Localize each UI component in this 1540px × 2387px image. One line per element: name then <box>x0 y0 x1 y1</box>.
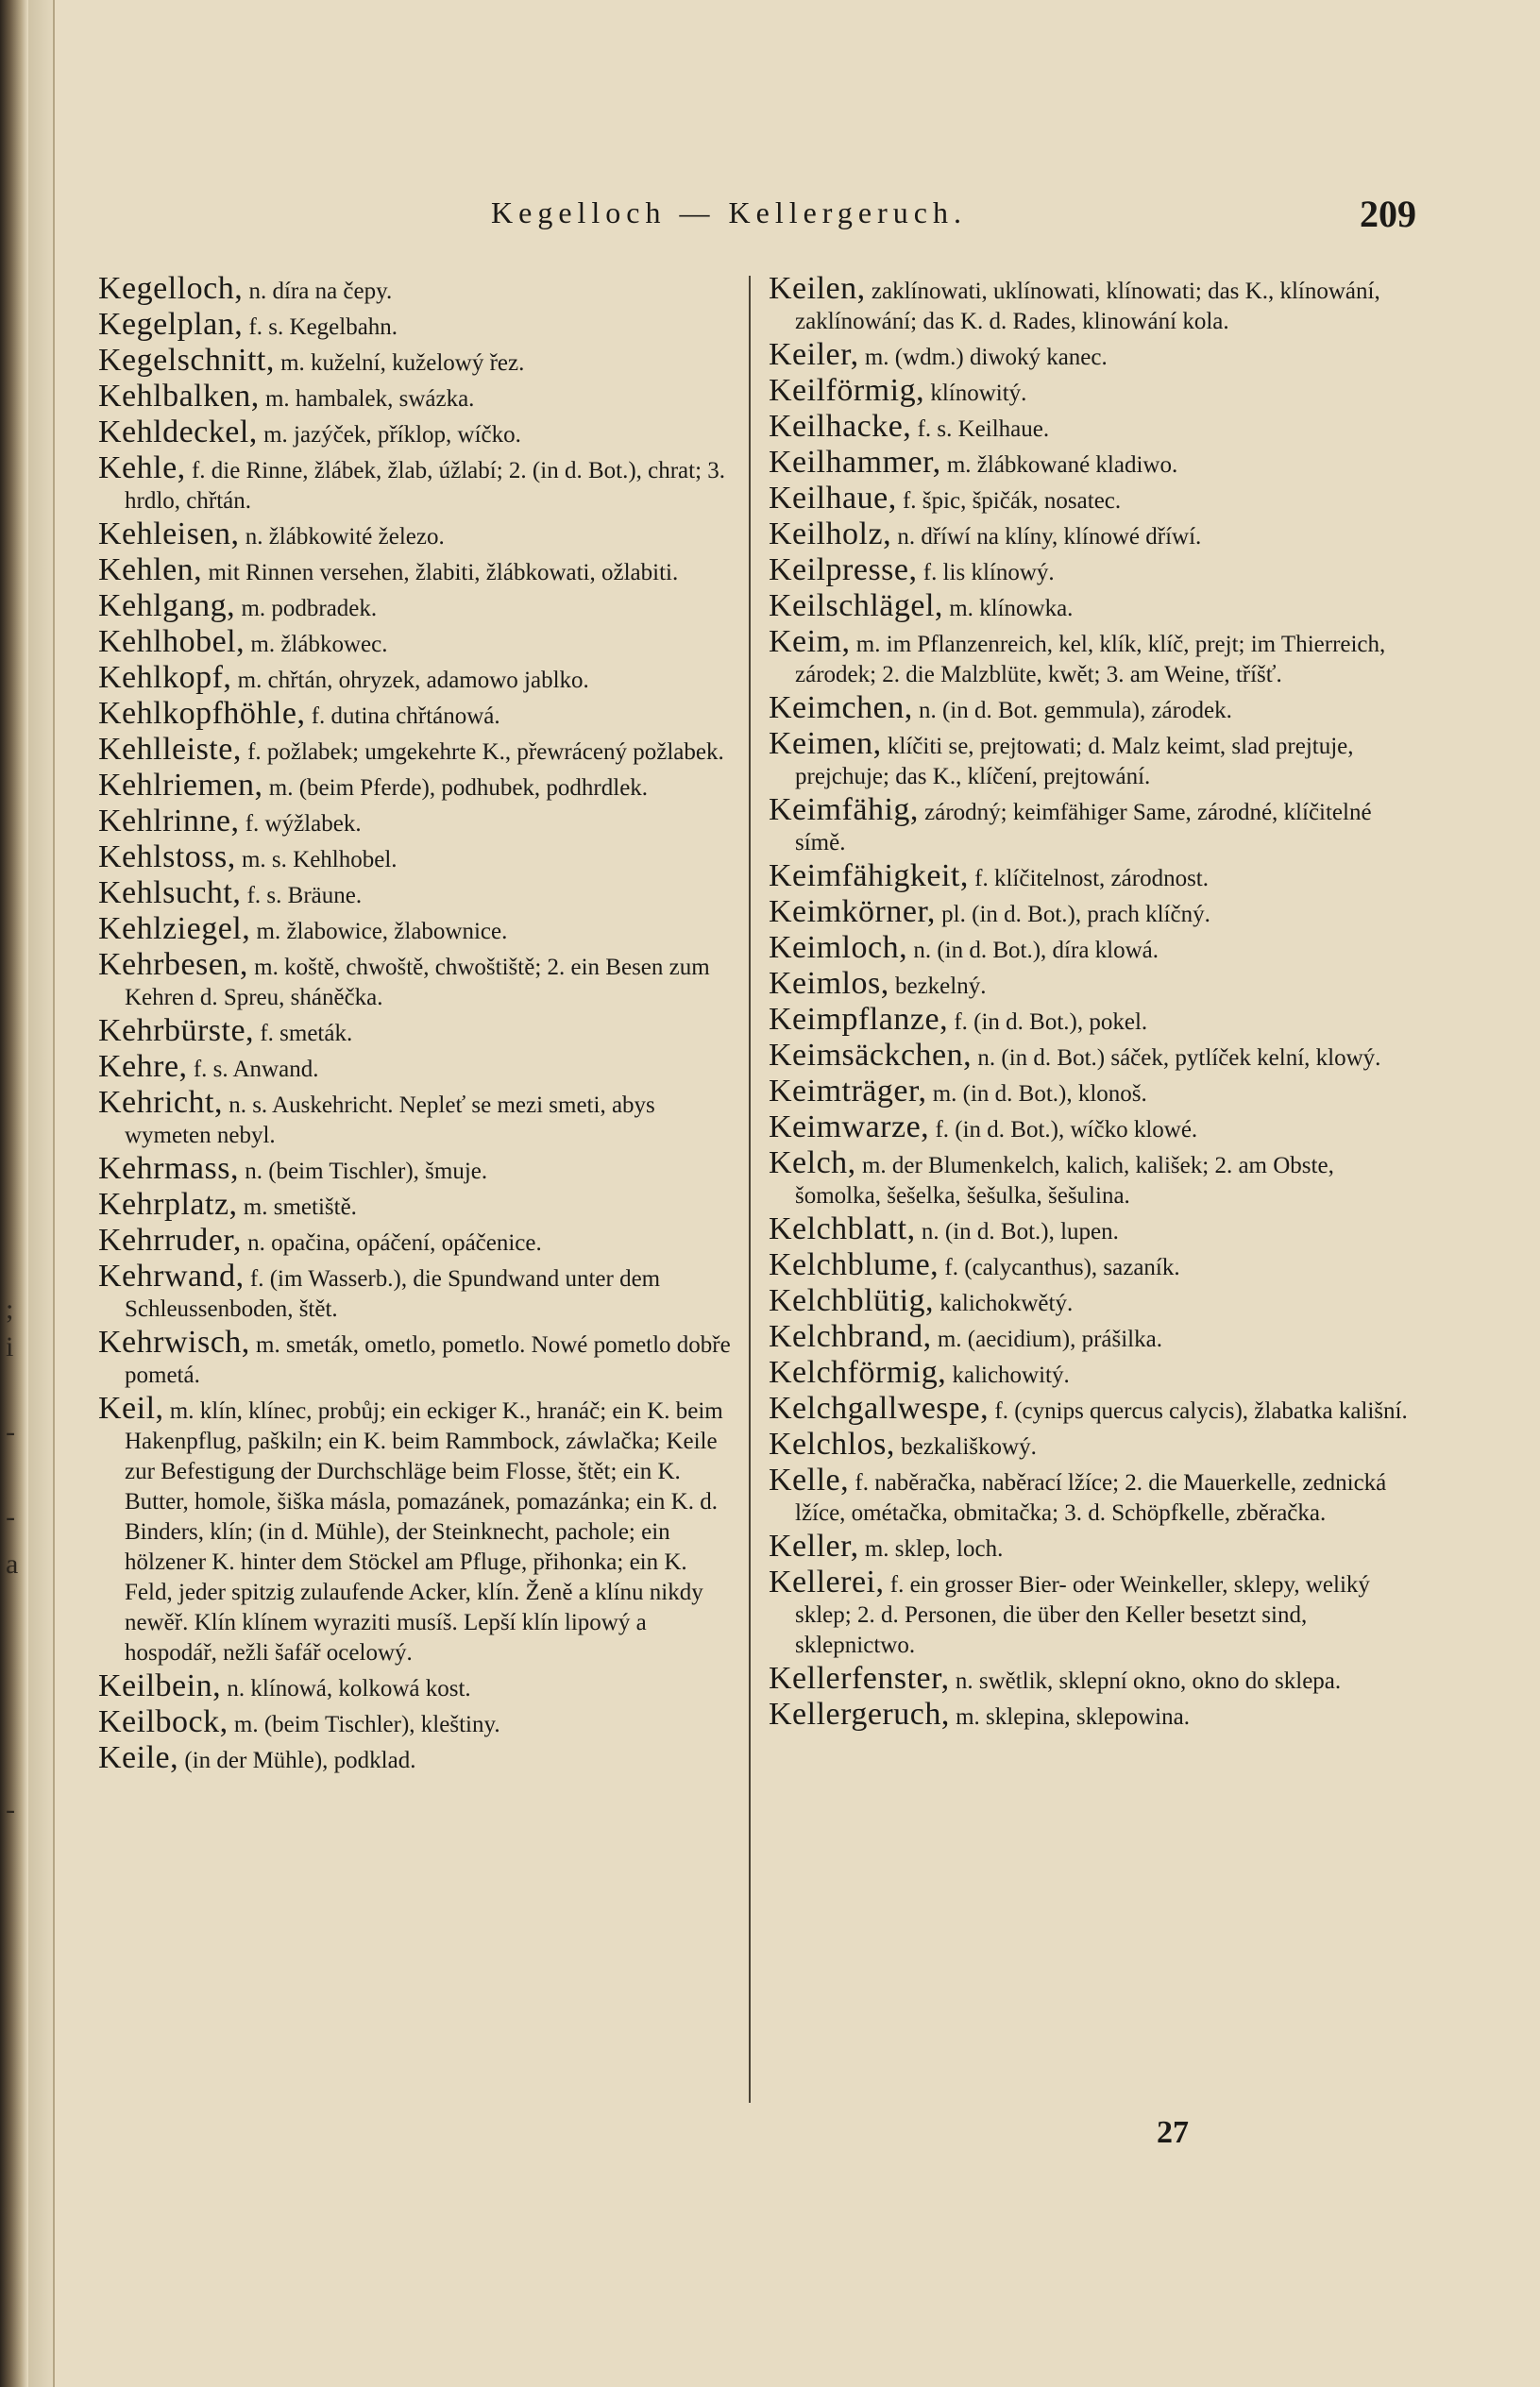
dictionary-entry <box>769 1391 1426 1427</box>
margin-mark: ; <box>6 1294 14 1325</box>
entry-headword: Keilhaue, <box>769 481 897 516</box>
entry-headword: Kellerei, <box>769 1565 885 1600</box>
dictionary-entry <box>98 1325 736 1391</box>
margin-mark: - <box>6 1794 15 1825</box>
entry-definition: n. opačina, opáčení, opáčenice. <box>241 1230 542 1256</box>
entry-definition: m. sklep, loch. <box>858 1536 1004 1562</box>
entry-definition: n. (beim Tischler), šmuje. <box>238 1159 488 1184</box>
dictionary-entry <box>98 660 736 696</box>
entry-headword: Kelle, <box>769 1463 850 1498</box>
dictionary-entry <box>769 1661 1426 1697</box>
dictionary-entry <box>98 1740 736 1776</box>
entry-definition: m. (wdm.) diwoký kanec. <box>858 345 1108 370</box>
entry-headword: Keimchen, <box>769 690 913 725</box>
dictionary-entry <box>98 1049 736 1085</box>
entry-definition: n. s. Auskehricht. Nepleť se mezi smeti, abys wymeten nebyl. <box>125 1092 655 1148</box>
entry-definition: f. naběračka, naběrací lžíce; 2. die Mauerkelle, zednická lžíce, ométačka, obmitačka; 3. d. Schöpfkelle, zběračka. <box>795 1470 1387 1526</box>
entry-headword: Keimloch, <box>769 930 908 965</box>
entry-definition: m. žlábkowec. <box>245 632 388 657</box>
dictionary-entry <box>98 875 736 911</box>
entry-headword: Keimlos, <box>769 966 889 1001</box>
entry-definition: f. (in d. Bot.), pokel. <box>948 1009 1148 1035</box>
entry-headword: Keilhacke, <box>769 409 912 444</box>
dictionary-entry <box>769 930 1426 966</box>
dictionary-entry <box>769 1697 1426 1733</box>
entry-definition: f. die Rinne, žlábek, žlab, úžlabí; 2. (in d. Bot.), chrat; 3. hrdlo, chřtán. <box>125 458 726 514</box>
entry-definition: zaklínowati, uklínowati, klínowati; das K., klínowání, zaklínowání; das K. d. Rades, klinowání kola. <box>795 279 1380 334</box>
dictionary-entry <box>98 307 736 343</box>
entry-definition: m. klínowka. <box>942 596 1074 621</box>
entry-headword: Kelchblütig, <box>769 1283 935 1318</box>
entry-definition: m. kuželní, kuželowý řez. <box>274 350 525 376</box>
entry-definition: f. s. Keilhaue. <box>911 416 1050 442</box>
dictionary-entry <box>769 1038 1426 1074</box>
dictionary-entry <box>769 1465 1426 1529</box>
page-header <box>94 195 1416 243</box>
entry-headword: Kehlgang, <box>98 588 236 623</box>
dictionary-entry <box>769 624 1426 690</box>
entry-definition: f. wýžlabek. <box>239 811 362 837</box>
dictionary-entry <box>769 271 1426 337</box>
entry-headword: Kehldeckel, <box>98 415 258 449</box>
entry-definition: f. požlabek; umgekehrte K., přewrácený požlabek. <box>241 739 724 765</box>
entry-definition: bezkelný. <box>888 973 987 999</box>
entry-headword: Kehrplatz, <box>98 1187 238 1222</box>
entry-headword: Kegelplan, <box>98 307 244 342</box>
entry-headword: Keimwarze, <box>769 1109 930 1144</box>
entry-headword: Keilbein, <box>98 1668 222 1703</box>
entry-headword: Kehlhobel, <box>98 624 245 659</box>
margin-mark: a <box>6 1549 19 1580</box>
dictionary-entry <box>98 417 736 450</box>
entry-headword: Keilschlägel, <box>769 588 943 623</box>
entry-definition: m. der Blumenkelch, kalich, kališek; 2. am Obste, šomolka, šešelka, šešulka, šešulina. <box>795 1153 1334 1209</box>
entry-headword: Kehrmass, <box>98 1151 239 1186</box>
dictionary-entry <box>769 1283 1426 1319</box>
entry-headword: Keilen, <box>769 271 866 306</box>
entry-headword: Kegelloch, <box>98 271 244 306</box>
running-title: Kegelloch — Kellergeruch. <box>491 195 967 229</box>
entry-headword: Keiler, <box>769 337 859 372</box>
entry-definition: klíčiti se, prejtowati; d. Malz keimt, slad prejtuje, prejchuje; das K., klíčení, prejtowání. <box>795 734 1354 789</box>
dictionary-entry <box>98 624 736 660</box>
entry-definition: m. hambalek, swázka. <box>259 386 475 412</box>
dictionary-entry <box>98 1151 736 1187</box>
entry-definition: f. (calycanthus), sazaník. <box>939 1255 1180 1280</box>
entry-headword: Kehlbalken, <box>98 379 260 414</box>
entry-headword: Keilbock, <box>98 1704 228 1739</box>
entry-headword: Kelchblatt, <box>769 1211 916 1246</box>
entry-headword: Kellerfenster, <box>769 1661 950 1696</box>
dictionary-entry <box>769 1109 1426 1145</box>
entry-headword: Keilförmig, <box>769 373 925 408</box>
entry-definition: mit Rinnen versehen, žlabiti, žlábkowati, ožlabiti. <box>202 560 679 585</box>
dictionary-entry <box>98 806 736 839</box>
entry-headword: Kehrruder, <box>98 1223 242 1258</box>
entry-definition: pl. (in d. Bot.), prach klíčný. <box>935 902 1210 927</box>
entry-definition: m. klín, klínec, probůj; ein eckiger K., hranáč; ein K. beim Hakenpflug, paškiln; ein K. beim Rammbock, záwlačka; Keile zur Befestigung der Durchschläge beim Flosse, štět; ein K. Butter, homole, šiška másla, pomazánek, pomazánka; ein K. d. Binders, klín; (in d. Mühle), der Steinknecht, pachole; ein hölzener K. hinter dem Stöckel am Pfluge, přihonka; ein K. Feld, jeder spitzig zulaufende Acker, klín. Ženě a klínu nikdy newěř. Klín klínem wyraziti musíš. Lepší klín lipowý a hospodář, nežli šafář ocelowý. <box>125 1398 723 1666</box>
dictionary-entry <box>769 1145 1426 1211</box>
entry-headword: Kelchförmig, <box>769 1355 947 1390</box>
dictionary-entry <box>98 343 736 379</box>
entry-headword: Kegelschnitt, <box>98 343 275 378</box>
entry-definition: n. (in d. Bot. gemmula), zárodek. <box>912 698 1232 723</box>
entry-headword: Keimsäckchen, <box>769 1038 973 1073</box>
dictionary-entry <box>98 450 736 516</box>
entry-definition: bezkališkowý. <box>894 1434 1037 1460</box>
entry-headword: Kehlkopf, <box>98 660 232 695</box>
dictionary-entry <box>98 516 736 552</box>
entry-headword: Kellergeruch, <box>769 1697 950 1732</box>
margin-mark: i <box>6 1331 14 1363</box>
entry-definition: m. jazýček, příklop, wíčko. <box>257 422 521 448</box>
dictionary-entry <box>769 552 1426 588</box>
dictionary-entry <box>98 947 736 1013</box>
dictionary-entry <box>769 894 1426 930</box>
entry-definition: n. (in d. Bot.), díra klowá. <box>907 938 1159 963</box>
entry-definition: m. smetiště. <box>237 1194 357 1220</box>
dictionary-entry <box>98 552 736 588</box>
entry-headword: Kehlen, <box>98 552 203 587</box>
entry-headword: Keilholz, <box>769 516 892 551</box>
entry-definition: m. s. Kehlhobel. <box>235 847 398 872</box>
dictionary-entry <box>98 911 736 947</box>
dictionary-entry <box>98 696 736 732</box>
entry-headword: Keimfähig, <box>769 792 919 827</box>
dictionary-entry <box>769 409 1426 445</box>
entry-headword: Kehre, <box>98 1049 188 1084</box>
entry-headword: Kehlleiste, <box>98 732 242 767</box>
entry-headword: Kelchgallwespe, <box>769 1391 990 1426</box>
entry-headword: Kelch, <box>769 1145 856 1180</box>
dictionary-entry <box>769 1355 1426 1391</box>
entry-definition: m. (aecidium), prášilka. <box>931 1327 1162 1352</box>
entry-definition: m. sklepina, sklepowina. <box>949 1704 1190 1730</box>
entry-headword: Kelchblume, <box>769 1247 939 1282</box>
entry-definition: n. (in d. Bot.) sáček, pytlíček kelní, klowý. <box>972 1045 1381 1071</box>
entry-headword: Keilpresse, <box>769 552 918 587</box>
dictionary-entry <box>98 839 736 875</box>
entry-definition: kalichokwětý. <box>934 1291 1074 1316</box>
entry-definition: m. koště, chwoště, chwoštiště; 2. ein Besen zum Kehren d. Spreu, sháněčka. <box>125 955 710 1010</box>
dictionary-entry <box>769 1002 1426 1038</box>
entry-headword: Keilhammer, <box>769 445 941 480</box>
dictionary-entry <box>98 588 736 624</box>
entry-headword: Kehle, <box>98 450 186 485</box>
dictionary-entry <box>98 770 736 804</box>
column-divider <box>749 276 751 2103</box>
entry-headword: Keimträger, <box>769 1074 927 1109</box>
dictionary-entry <box>98 1391 736 1668</box>
entry-headword: Kehleisen, <box>98 516 240 551</box>
entry-headword: Kelchlos, <box>769 1427 895 1462</box>
entry-definition: m. (beim Tischler), kleštiny. <box>228 1712 500 1737</box>
dictionary-entry <box>769 1427 1426 1463</box>
dictionary-entry <box>769 1076 1426 1109</box>
entry-definition: m. (in d. Bot.), klonoš. <box>926 1081 1147 1107</box>
dictionary-entry <box>98 1013 736 1049</box>
dictionary-entry <box>769 337 1426 373</box>
entry-definition: f. lis klínowý. <box>917 560 1055 585</box>
entry-definition: f. smeták. <box>254 1021 353 1046</box>
dictionary-entry <box>769 1319 1426 1355</box>
entry-headword: Keimen, <box>769 726 882 761</box>
margin-mark: - <box>6 1416 15 1447</box>
entry-definition: f. (cynips quercus calycis), žlabatka kališní. <box>989 1398 1408 1424</box>
dictionary-entry <box>98 1668 736 1704</box>
right-column <box>769 271 1426 1735</box>
entry-definition: n. dříwí na klíny, klínowé dříwí. <box>891 524 1202 550</box>
entry-definition: n. (in d. Bot.), lupen. <box>915 1219 1119 1244</box>
entry-definition: n. klínowá, kolkowá kost. <box>221 1676 471 1701</box>
dictionary-entry <box>769 966 1426 1002</box>
entry-headword: Keimkörner, <box>769 894 936 929</box>
entry-headword: Kehlriemen, <box>98 768 263 803</box>
entry-definition: m. žlabowice, žlabownice. <box>250 919 508 944</box>
signature-mark: 27 <box>1157 2115 1189 2150</box>
dictionary-entry <box>98 1704 736 1740</box>
entry-headword: Kehlsucht, <box>98 875 242 910</box>
dictionary-entry <box>769 792 1426 858</box>
entry-headword: Kehlstoss, <box>98 839 236 874</box>
dictionary-entry <box>98 1085 736 1151</box>
entry-definition: m. im Pflanzenreich, kel, klík, klíč, prejt; im Thierreich, zárodek; 2. die Malzblüte, kwět; 3. am Weine, tříšť. <box>795 632 1386 687</box>
entry-headword: Keim, <box>769 624 851 659</box>
dictionary-entry <box>98 381 736 415</box>
dictionary-entry <box>769 373 1426 409</box>
entry-headword: Keil, <box>98 1391 164 1426</box>
entry-definition: f. (in d. Bot.), wíčko klowé. <box>929 1117 1198 1143</box>
entry-headword: Kehrbürste, <box>98 1013 255 1048</box>
entry-headword: Keile, <box>98 1740 179 1775</box>
entry-definition: f. ein grosser Bier- oder Weinkeller, sklepy, weliký sklep; 2. d. Personen, die über den Keller besetzt sind, sklepnictwo. <box>795 1572 1370 1658</box>
dictionary-entry <box>769 1247 1426 1283</box>
entry-definition: n. žlábkowité železo. <box>239 524 445 550</box>
entry-definition: m. chřtán, ohryzek, adamowo jablko. <box>231 668 589 693</box>
book-gutter <box>0 0 28 2387</box>
entry-definition: f. s. Anwand. <box>187 1057 319 1082</box>
dictionary-entry <box>769 1211 1426 1247</box>
dictionary-entry <box>98 1187 736 1223</box>
previous-page-edge <box>28 0 55 2387</box>
dictionary-entry <box>769 726 1426 792</box>
margin-mark: - <box>6 1501 15 1532</box>
entry-headword: Kehlrinne, <box>98 804 240 838</box>
entry-headword: Kehrwisch, <box>98 1325 250 1360</box>
entry-headword: Keller, <box>769 1529 859 1564</box>
dictionary-entry <box>98 732 736 768</box>
dictionary-entry <box>769 445 1426 481</box>
dictionary-entry <box>98 271 736 307</box>
dictionary-entry <box>769 1529 1426 1565</box>
entry-headword: Kehrbesen, <box>98 947 248 982</box>
dictionary-entry <box>98 1223 736 1259</box>
entry-definition: m. podbradek. <box>235 596 378 621</box>
entry-definition: m. smeták, ometlo, pometlo. Nowé pometlo dobře pometá. <box>125 1332 731 1388</box>
entry-definition: f. (im Wasserb.), die Spundwand unter dem Schleussenboden, štět. <box>125 1266 661 1322</box>
dictionary-entry <box>769 516 1426 552</box>
entry-definition: (in der Mühle), podklad. <box>178 1748 416 1773</box>
entry-definition: f. s. Kegelbahn. <box>243 314 398 340</box>
entry-definition: f. špic, špičák, nosatec. <box>896 488 1122 514</box>
dictionary-entry <box>769 588 1426 624</box>
entry-headword: Keimfähigkeit, <box>769 858 969 893</box>
entry-definition: m. (beim Pferde), podhubek, podhrdlek. <box>262 775 649 801</box>
entry-headword: Kehlziegel, <box>98 911 251 946</box>
entry-headword: Kehlkopfhöhle, <box>98 696 306 731</box>
entry-headword: Kelchbrand, <box>769 1319 932 1354</box>
left-column <box>98 271 736 1779</box>
dictionary-entry <box>769 483 1426 516</box>
dictionary-entry <box>98 1261 736 1325</box>
entry-definition: kalichowitý. <box>946 1363 1070 1388</box>
entry-definition: m. žlábkowané kladiwo. <box>940 452 1178 478</box>
entry-definition: f. dutina chřtánowá. <box>305 703 500 729</box>
entry-headword: Kehrwand, <box>98 1259 245 1294</box>
entry-definition: n. swětlik, sklepní okno, okno do sklepa. <box>949 1668 1342 1694</box>
dictionary-entry <box>769 1567 1426 1661</box>
entry-definition: zárodný; keimfähiger Same, zárodné, klíčitelné símě. <box>795 800 1372 855</box>
entry-definition: f. s. Bräune. <box>241 883 363 908</box>
entry-definition: klínowitý. <box>924 381 1027 406</box>
entry-definition: f. klíčitelnost, zárodnost. <box>968 866 1210 891</box>
dictionary-entry <box>769 858 1426 894</box>
entry-headword: Kehricht, <box>98 1085 223 1120</box>
dictionary-entry <box>769 690 1426 726</box>
entry-definition: n. díra na čepy. <box>243 279 393 304</box>
page-number: 209 <box>1360 193 1416 235</box>
entry-headword: Keimpflanze, <box>769 1002 949 1037</box>
